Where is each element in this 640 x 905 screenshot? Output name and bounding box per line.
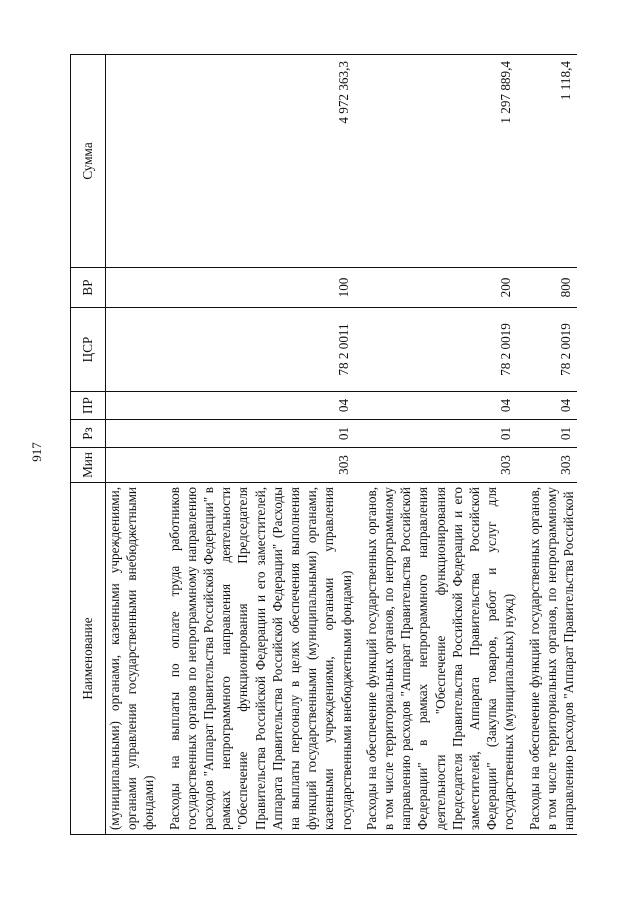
- table-row: [106, 55, 158, 835]
- header-min: Мин: [71, 448, 106, 483]
- row-name: Расходы на обеспечение функций государственных органов, в том числе территориальных органов, по непрограммному направлению расходов "Аппарат Правительства Российской Федерации" в рамках непрограммного направления деятельности "Обеспечение функционирования Председателя Правительства Российской Федерации и его заместителей, Аппарата Правительства Российской Федерации" (Закупка товаров, работ и услуг для государственных (муниципальных) нужд): [355, 483, 518, 835]
- row-csr: [106, 308, 158, 392]
- header-name: Наименование: [71, 483, 106, 835]
- row-min: 303: [158, 448, 355, 483]
- row-rz: [106, 420, 158, 448]
- row-csr: 78 2 0011: [158, 308, 355, 392]
- budget-table-page: [70, 55, 595, 835]
- row-rz: 01: [518, 420, 578, 448]
- row-name: Расходы на выплаты по оплате труда работников государственных органов по непрограммному направлению расходов "Аппарат Правительства Российской Федерации" в рамках непрограммного направления деятельности "Обеспечение функционирования Председателя Правительства Российской Федерации и его заместителей, Аппарата Правительства Российской Федерации" (Расходы на выплаты персоналу в целях обеспечения выполнения функций государственными (муниципальными) органами, казенными учреждениями, органами управления государственными внебюджетными фондами): [158, 483, 355, 835]
- row-pr: 04: [518, 392, 578, 420]
- header-csr: ЦСР: [71, 308, 106, 392]
- header-rz: Рз: [71, 420, 106, 448]
- header-pr: ПР: [71, 392, 106, 420]
- page-number: 917: [29, 442, 44, 462]
- row-min: [106, 448, 158, 483]
- table-row: [518, 55, 578, 835]
- row-pr: 04: [158, 392, 355, 420]
- row-name: Расходы на обеспечение функций государственных органов, в том числе территориальных органов, по непрограммному направлению расходов "Аппарат Правительства Российской: [518, 483, 578, 835]
- row-pr: [106, 392, 158, 420]
- header-sum: Сумма: [71, 55, 106, 268]
- row-sum: 1 118,4: [518, 55, 578, 268]
- table-header-row: [71, 55, 106, 835]
- table-row: [355, 55, 518, 835]
- row-vr: [106, 268, 158, 308]
- header-vr: ВР: [71, 268, 106, 308]
- row-rz: 01: [355, 420, 518, 448]
- row-sum: 1 297 889,4: [355, 55, 518, 268]
- row-min: 303: [355, 448, 518, 483]
- row-vr: 800: [518, 268, 578, 308]
- budget-table: [70, 54, 577, 835]
- row-vr: 200: [355, 268, 518, 308]
- row-sum: 4 972 363,3: [158, 55, 355, 268]
- row-pr: 04: [355, 392, 518, 420]
- row-name: (муниципальными) органами, казенными учреждениями, органами управления государственными внебюджетными фондами): [106, 483, 158, 835]
- row-vr: 100: [158, 268, 355, 308]
- row-rz: 01: [158, 420, 355, 448]
- row-csr: 78 2 0019: [355, 308, 518, 392]
- row-sum: [106, 55, 158, 268]
- row-min: 303: [518, 448, 578, 483]
- table-row: [158, 55, 355, 835]
- row-csr: 78 2 0019: [518, 308, 578, 392]
